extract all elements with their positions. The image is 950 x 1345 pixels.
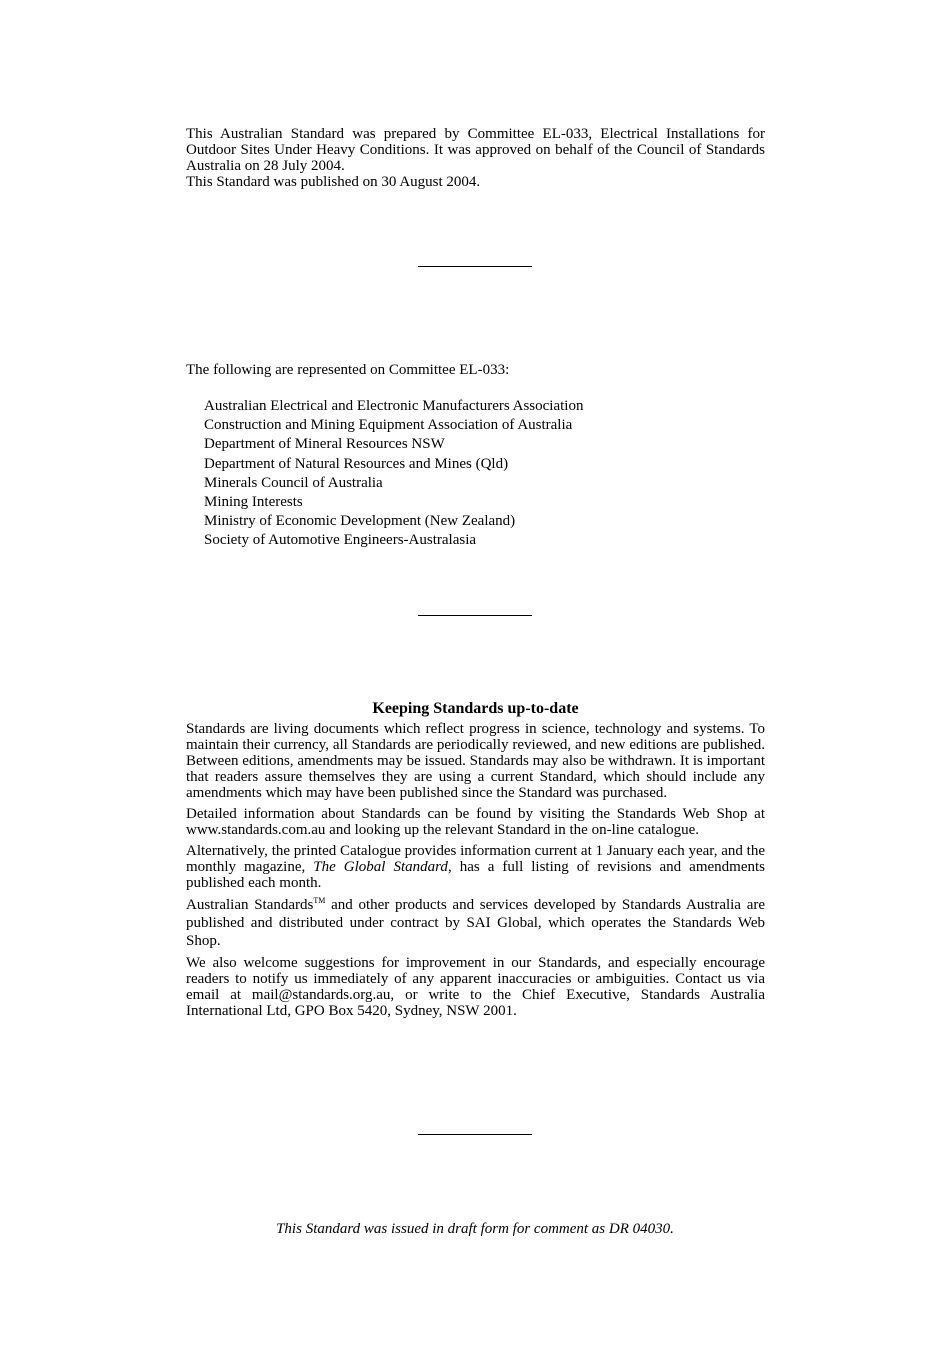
brand-name: Australian Standards [186,897,314,913]
list-item: Department of Natural Resources and Mines (Qld) [204,455,509,472]
distribution-text: and other products and services developed by Standards Australia are published and distributed under contract by SAI Global, which operates the Standards Web Shop. [186,897,766,949]
publication-statement: This Standard was published on 30 August 2004. [186,174,481,190]
draft-note: This Standard was issued in draft form for comment as DR 04030. [276,1221,674,1237]
catalogue-paragraph [186,843,765,891]
preparation-statement: This Australian Standard was prepared by Committee EL-033, Electrical Installations for Outdoor Sites Under Heavy Conditions. It was approved on behalf of the Council of Standards Australia on 28 July 2004. [186,126,765,174]
catalogue-text-start: Alternatively, the printed Catalogue provides information current at 1 January each year, and the monthly magazine, [186,843,765,875]
section-divider [418,615,532,616]
living-documents-paragraph: Standards are living documents which reflect progress in science, technology and systems. To maintain their currency, all Standards are periodically reviewed, and new editions are published. Between editions, amendments may be issued. Standards may also be withdrawn. It is important that readers assure themselves they are using a current Standard, which should include any amendments which may have been published since the Standard was purchased. [186,721,765,801]
web-shop-paragraph: Detailed information about Standards can be found by visiting the Standards Web Shop at www.standards.com.au and looking up the relevant Standard in the on-line catalogue. [186,806,765,838]
trademark-mark: TM [313,896,326,905]
committee-member-list [204,397,764,551]
section-divider [418,266,532,267]
list-item: Mining Interests [204,494,303,511]
section-divider [418,1134,532,1135]
list-item: Department of Mineral Resources NSW [204,436,445,453]
suggestions-paragraph: We also welcome suggestions for improvement in our Standards, and especially encourage readers to notify us immediately of any apparent inaccuracies or ambiguities. Contact us via email at mail@standards.org.au, or write to the Chief Executive, Standards Australia International Ltd, GPO Box 5420, Sydney, NSW 2001. [186,955,765,1019]
magazine-title: The Global Standard [313,859,448,875]
committee-heading: The following are represented on Committee EL-033: [186,362,510,378]
list-item: Minerals Council of Australia [204,474,383,491]
keeping-up-to-date-section [186,721,765,1024]
list-item: Construction and Mining Equipment Association of Australia [204,417,573,434]
list-item: Australian Electrical and Electronic Manufacturers Association [204,398,584,414]
intro-section [186,126,765,190]
catalogue-text-end: , has a full listing of revisions and amendments published each month. [186,859,765,891]
list-item: Society of Automotive Engineers-Australasia [204,532,477,549]
distribution-paragraph [186,896,765,950]
keeping-up-to-date-title: Keeping Standards up-to-date [372,700,579,717]
list-item: Ministry of Economic Development (New Zealand) [204,513,516,530]
